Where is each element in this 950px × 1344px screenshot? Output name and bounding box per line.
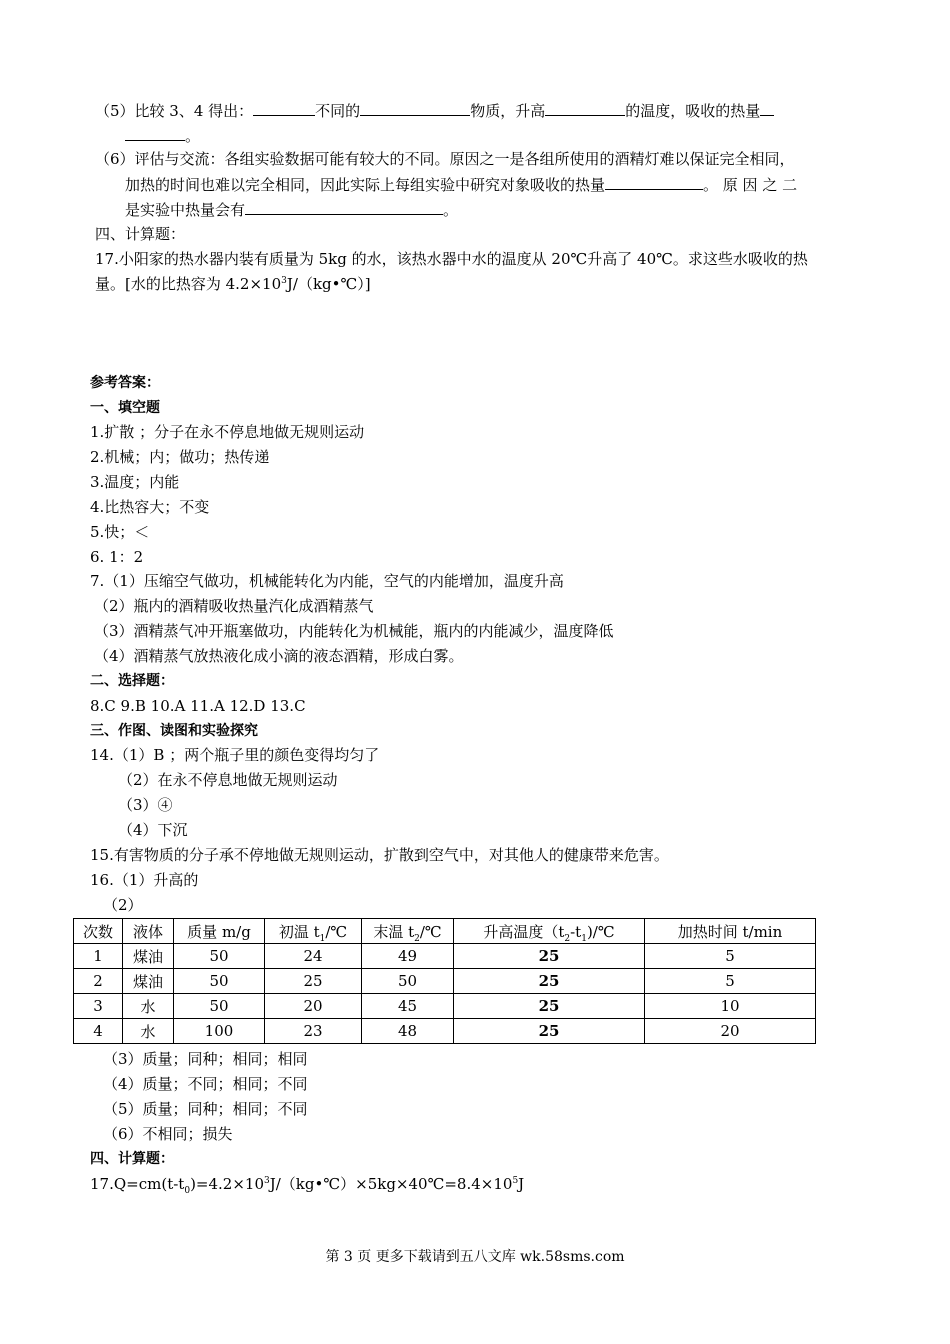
q6-text-2b: 。 原 因 之 二 bbox=[703, 176, 798, 194]
cell-count: 4 bbox=[74, 1019, 123, 1044]
q6-text-3a: 是实验中热量会有 bbox=[125, 201, 246, 219]
answer-7-3: （3）酒精蒸气冲开瓶塞做功，内能转化为机械能，瓶内的内能减少，温度降低 bbox=[94, 622, 614, 640]
answer-2: 2.机械；内；做功；热传递 bbox=[90, 448, 270, 466]
answer-17-c: J/（kg•℃）×5kg×40℃=8.4×10 bbox=[269, 1175, 513, 1193]
q6-line3 bbox=[125, 199, 458, 220]
cell-initial-temp: 20 bbox=[265, 994, 362, 1019]
answer-8-13: 8.C 9.B 10.A 11.A 12.D 13.C bbox=[90, 697, 306, 715]
q5-line1 bbox=[95, 100, 774, 121]
q6-blank-1 bbox=[605, 174, 703, 190]
q17-sup: 3 bbox=[281, 276, 287, 286]
answer-16-6: （6）不相同；损失 bbox=[103, 1125, 233, 1143]
header-temp-rise-sub1: 2 bbox=[564, 933, 571, 944]
header-temp-rise-a: 升高温度（t bbox=[483, 922, 565, 941]
calc-heading: 四、计算题： bbox=[95, 225, 186, 243]
cell-count: 1 bbox=[74, 944, 123, 969]
cell-temp-rise: 25 bbox=[454, 994, 645, 1019]
q5-blank-5 bbox=[125, 125, 185, 141]
cell-liquid: 煤油 bbox=[123, 944, 174, 969]
answer-16-2: （2） bbox=[103, 896, 143, 914]
q5-text-2: 不同的 bbox=[315, 102, 361, 120]
cell-heating-time: 20 bbox=[645, 1019, 816, 1044]
header-initial-temp bbox=[265, 919, 362, 944]
cell-mass: 50 bbox=[174, 969, 265, 994]
answer-7-2: （2）瓶内的酒精吸收热量汽化成酒精蒸气 bbox=[94, 597, 374, 615]
answer-16-3: （3）质量；同种；相同；相同 bbox=[103, 1050, 308, 1068]
header-final-temp-sub: 2 bbox=[414, 933, 420, 944]
cell-count: 3 bbox=[74, 994, 123, 1019]
cell-temp-rise: 25 bbox=[454, 944, 645, 969]
answer-6: 6. 1：2 bbox=[90, 548, 144, 566]
cell-final-temp: 45 bbox=[362, 994, 454, 1019]
cell-initial-temp: 24 bbox=[265, 944, 362, 969]
header-initial-temp-sub: 1 bbox=[319, 933, 326, 944]
header-temp-rise-sub2: 1 bbox=[581, 933, 587, 944]
cell-initial-temp: 23 bbox=[265, 1019, 362, 1044]
q5-text-5: 。 bbox=[185, 127, 201, 145]
q6-line2 bbox=[125, 174, 797, 195]
header-initial-temp-a: 初温 t bbox=[278, 922, 320, 941]
header-heating-time: 加热时间 t/min bbox=[645, 919, 816, 944]
q5-text-4: 的温度，吸收的热量 bbox=[625, 102, 761, 120]
section-3-heading: 三、作图、读图和实验探究 bbox=[90, 723, 258, 739]
table-row bbox=[74, 1019, 816, 1044]
section-4-heading: 四、计算题： bbox=[90, 1151, 174, 1167]
q17-line2 bbox=[95, 274, 371, 294]
answer-17-sup2: 5 bbox=[512, 1176, 519, 1186]
cell-initial-temp: 25 bbox=[265, 969, 362, 994]
q6-text-2a: 加热的时间也难以完全相同，因此实际上每组实验中研究对象吸收的热量 bbox=[125, 176, 606, 194]
table-row bbox=[74, 944, 816, 969]
experiment-table bbox=[73, 918, 816, 1044]
answer-17-d: J bbox=[518, 1175, 525, 1193]
answer-14-1: 14.（1）B ；两个瓶子里的颜色变得均匀了 bbox=[90, 746, 380, 764]
q6-text-3b: 。 bbox=[443, 201, 459, 219]
cell-final-temp: 49 bbox=[362, 944, 454, 969]
answer-14-4: （4）下沉 bbox=[118, 821, 188, 839]
answer-7-1: 7.（1）压缩空气做功，机械能转化为内能，空气的内能增加，温度升高 bbox=[90, 572, 564, 590]
answer-17 bbox=[90, 1174, 524, 1194]
cell-mass: 50 bbox=[174, 994, 265, 1019]
table-row bbox=[74, 969, 816, 994]
header-count: 次数 bbox=[74, 919, 123, 944]
section-2-heading: 二、选择题： bbox=[90, 673, 174, 689]
header-initial-temp-b: /℃ bbox=[325, 922, 348, 941]
answers-title: 参考答案： bbox=[90, 375, 160, 391]
q5-blank-2 bbox=[360, 100, 470, 116]
answer-16-5: （5）质量；同种；相同；不同 bbox=[103, 1100, 308, 1118]
answer-14-2: （2）在永不停息地做无规则运动 bbox=[118, 771, 338, 789]
answer-17-b: )=4.2×10 bbox=[190, 1175, 264, 1193]
answer-1: 1.扩散 ；分子在永不停息地做无规则运动 bbox=[90, 423, 365, 441]
answer-4: 4.比热容大；不变 bbox=[90, 498, 210, 516]
answer-16-4: （4）质量；不同；相同；不同 bbox=[103, 1075, 308, 1093]
header-final-temp-b: /℃ bbox=[419, 922, 442, 941]
answer-16-1: 16.（1）升高的 bbox=[90, 871, 199, 889]
cell-heating-time: 5 bbox=[645, 969, 816, 994]
answer-7-4: （4）酒精蒸气放热液化成小滴的液态酒精，形成白雾。 bbox=[94, 647, 464, 665]
q5-text-1: （5）比较 3、4 得出： bbox=[95, 102, 254, 120]
header-final-temp bbox=[362, 919, 454, 944]
header-mass: 质量 m/g bbox=[174, 919, 265, 944]
answer-15: 15.有害物质的分子承不停地做无规则运动，扩散到空气中，对其他人的健康带来危害。 bbox=[90, 846, 669, 864]
cell-temp-rise: 25 bbox=[454, 1019, 645, 1044]
answer-17-sup1: 3 bbox=[264, 1176, 270, 1186]
table-row bbox=[74, 994, 816, 1019]
q5-line2 bbox=[125, 125, 200, 146]
answer-14-3: （3）④ bbox=[118, 796, 173, 814]
q5-text-3: 物质，升高 bbox=[470, 102, 546, 120]
cell-final-temp: 50 bbox=[362, 969, 454, 994]
table-header-row bbox=[74, 919, 816, 944]
q17-text-2a: 量。[水的比热容为 4.2×10 bbox=[95, 275, 282, 293]
answer-3: 3.温度；内能 bbox=[90, 473, 180, 491]
header-liquid: 液体 bbox=[123, 919, 174, 944]
q5-blank-3 bbox=[545, 100, 625, 116]
header-temp-rise bbox=[454, 919, 645, 944]
cell-liquid: 水 bbox=[123, 1019, 174, 1044]
cell-liquid: 水 bbox=[123, 994, 174, 1019]
cell-final-temp: 48 bbox=[362, 1019, 454, 1044]
q17-line1: 17.小阳家的热水器内装有质量为 5kg 的水，该热水器中水的温度从 20℃升高了 40℃。求这些水吸收的热 bbox=[95, 250, 808, 268]
cell-count: 2 bbox=[74, 969, 123, 994]
cell-temp-rise: 25 bbox=[454, 969, 645, 994]
cell-mass: 50 bbox=[174, 944, 265, 969]
header-temp-rise-b: -t bbox=[570, 922, 582, 941]
page-footer: 第 3 页 更多下载请到五八文库 wk.58sms.com bbox=[325, 1249, 625, 1265]
q17-text-2b: J/（kg•℃）] bbox=[286, 275, 371, 293]
header-final-temp-a: 末温 t bbox=[373, 922, 415, 941]
cell-heating-time: 10 bbox=[645, 994, 816, 1019]
cell-liquid: 煤油 bbox=[123, 969, 174, 994]
answer-5: 5.快；＜ bbox=[90, 523, 150, 541]
cell-heating-time: 5 bbox=[645, 944, 816, 969]
q6-line1: （6）评估与交流：各组实验数据可能有较大的不同。原因之一是各组所使用的酒精灯难以保证完全相同， bbox=[95, 150, 795, 168]
answer-17-sub: 0 bbox=[184, 1186, 191, 1196]
cell-mass: 100 bbox=[174, 1019, 265, 1044]
q6-blank-2 bbox=[245, 199, 443, 215]
q5-blank-1 bbox=[253, 100, 315, 116]
q5-blank-4 bbox=[760, 100, 774, 116]
section-1-heading: 一、填空题 bbox=[90, 400, 160, 416]
answer-17-a: 17.Q=cm(t-t bbox=[90, 1175, 185, 1193]
header-temp-rise-c: )/℃ bbox=[586, 922, 615, 941]
